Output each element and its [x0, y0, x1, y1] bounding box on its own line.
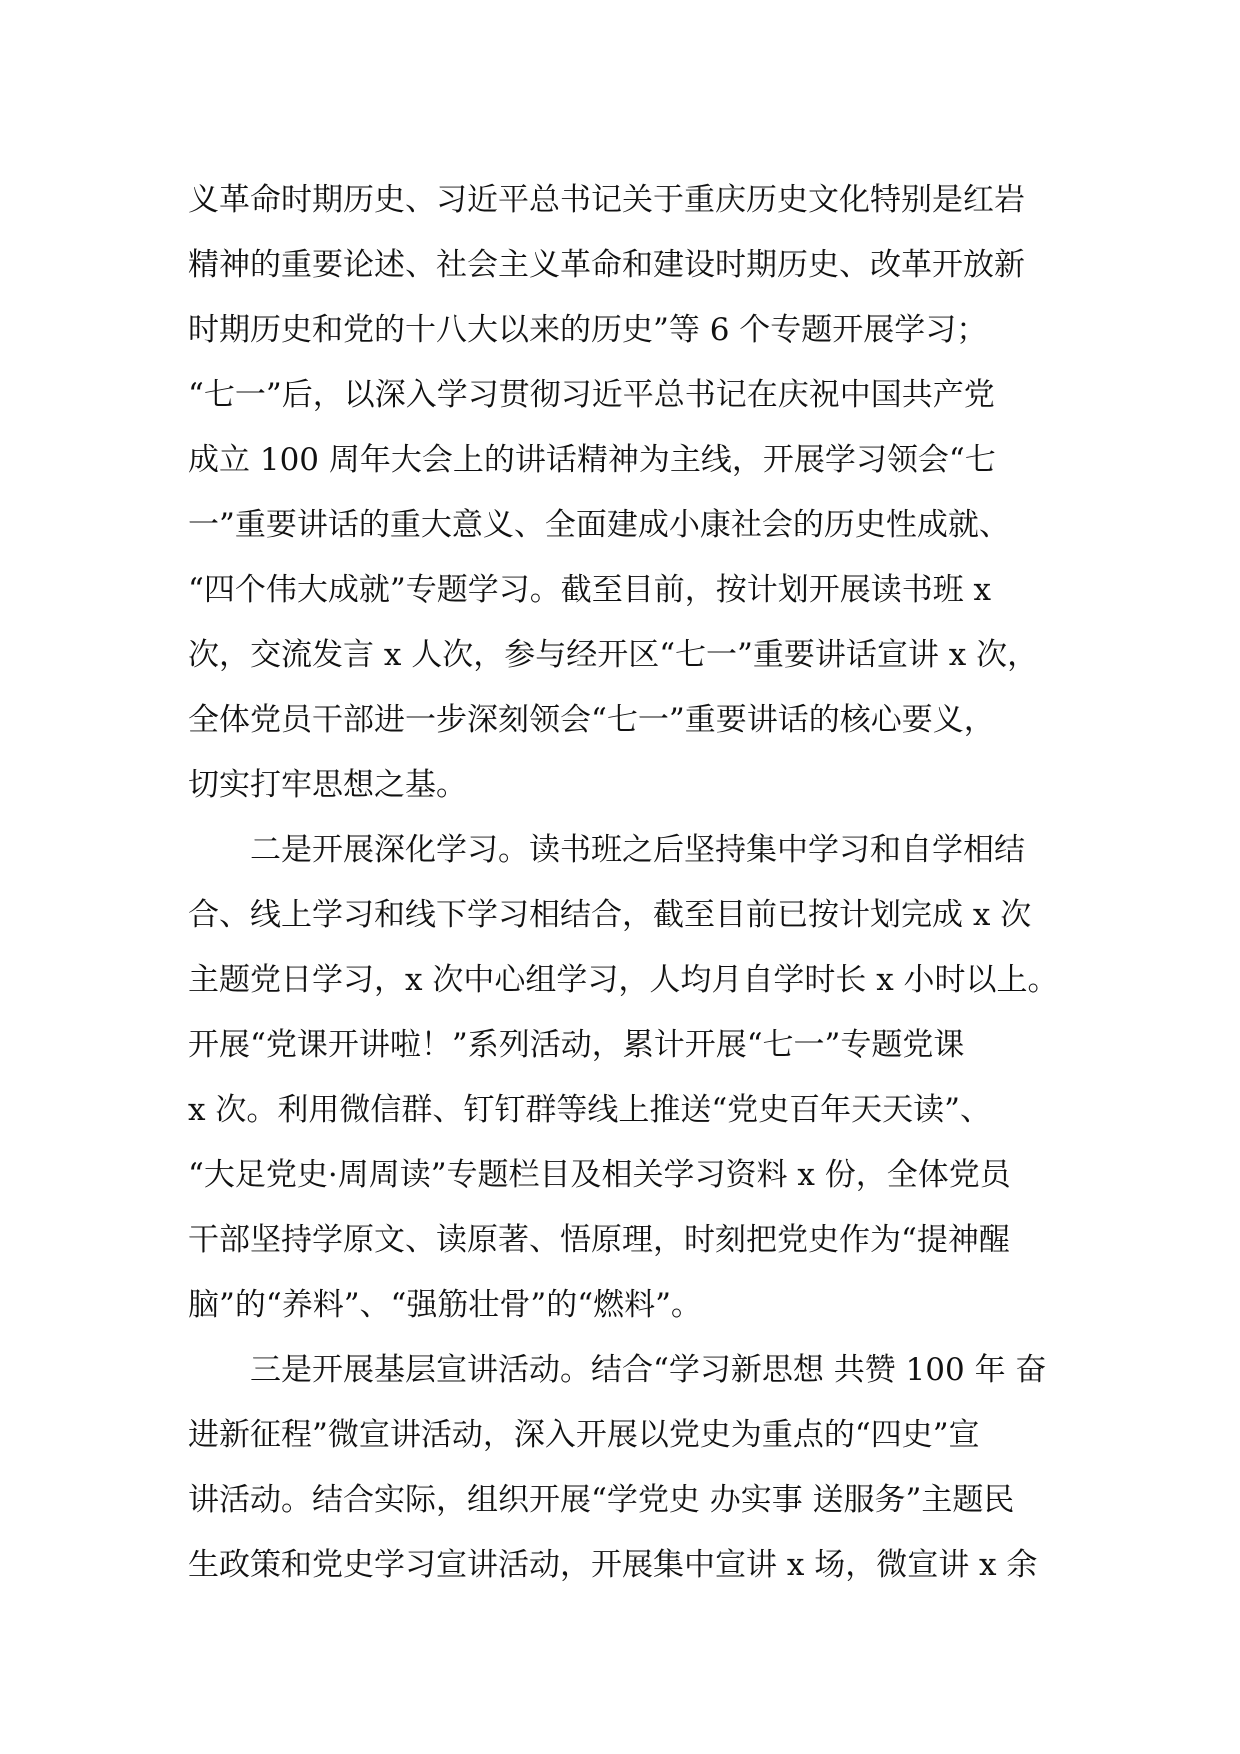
- text-line: “七一”后，以深入学习贯彻习近平总书记在庆祝中国共产党: [188, 377, 995, 413]
- text-line: 主题党日学习，x 次中心组学习，人均月自学时长 x 小时以上。: [188, 962, 1059, 998]
- text-line: 讲活动。结合实际，组织开展“学党史 办实事 送服务”主题民: [188, 1482, 1015, 1518]
- text-line: 精神的重要论述、社会主义革命和建设时期历史、改革开放新: [188, 247, 1025, 283]
- body-text: [188, 168, 1088, 1598]
- text-line: 时期历史和党的十八大以来的历史”等 6 个专题开展学习；: [188, 312, 988, 348]
- text-line: 脑”的“养料”、“强筋壮骨”的“燃料”。: [188, 1287, 702, 1323]
- text-line: “大足党史·周周读”专题栏目及相关学习资料 x 份，全体党员: [188, 1157, 1011, 1193]
- text-line: 义革命时期历史、习近平总书记关于重庆历史文化特别是红岩: [188, 182, 1025, 218]
- text-line: 合、线上学习和线下学习相结合，截至目前已按计划完成 x 次: [188, 897, 1032, 933]
- text-line: 开展“党课开讲啦！”系列活动，累计开展“七一”专题党课: [188, 1027, 965, 1063]
- text-line: 一”重要讲话的重大意义、全面建成小康社会的历史性成就、: [188, 507, 1010, 543]
- text-line: 切实打牢思想之基。: [188, 767, 467, 803]
- paragraph-start-line: 二是开展深化学习。读书班之后坚持集中学习和自学相结: [250, 832, 1025, 868]
- text-line: 干部坚持学原文、读原著、悟原理，时刻把党史作为“提神醒: [188, 1222, 1010, 1258]
- paragraph-start-line: 三是开展基层宣讲活动。结合“学习新思想 共赞 100 年 奋: [250, 1352, 1047, 1388]
- text-line: 进新征程”微宣讲活动，深入开展以党史为重点的“四史”宣: [188, 1417, 980, 1453]
- text-line: x 次。利用微信群、钉钉群等线上推送“党史百年天天读”、: [188, 1092, 992, 1128]
- text-line: 成立 100 周年大会上的讲话精神为主线，开展学习领会“七: [188, 442, 996, 478]
- text-line: “四个伟大成就”专题学习。截至目前，按计划开展读书班 x: [188, 572, 992, 608]
- text-line: 全体党员干部进一步深刻领会“七一”重要讲话的核心要义，: [188, 702, 995, 738]
- text-line: 生政策和党史学习宣讲活动，开展集中宣讲 x 场，微宣讲 x 余: [188, 1547, 1038, 1583]
- text-line: 次，交流发言 x 人次，参与经开区“七一”重要讲话宣讲 x 次，: [188, 637, 1039, 673]
